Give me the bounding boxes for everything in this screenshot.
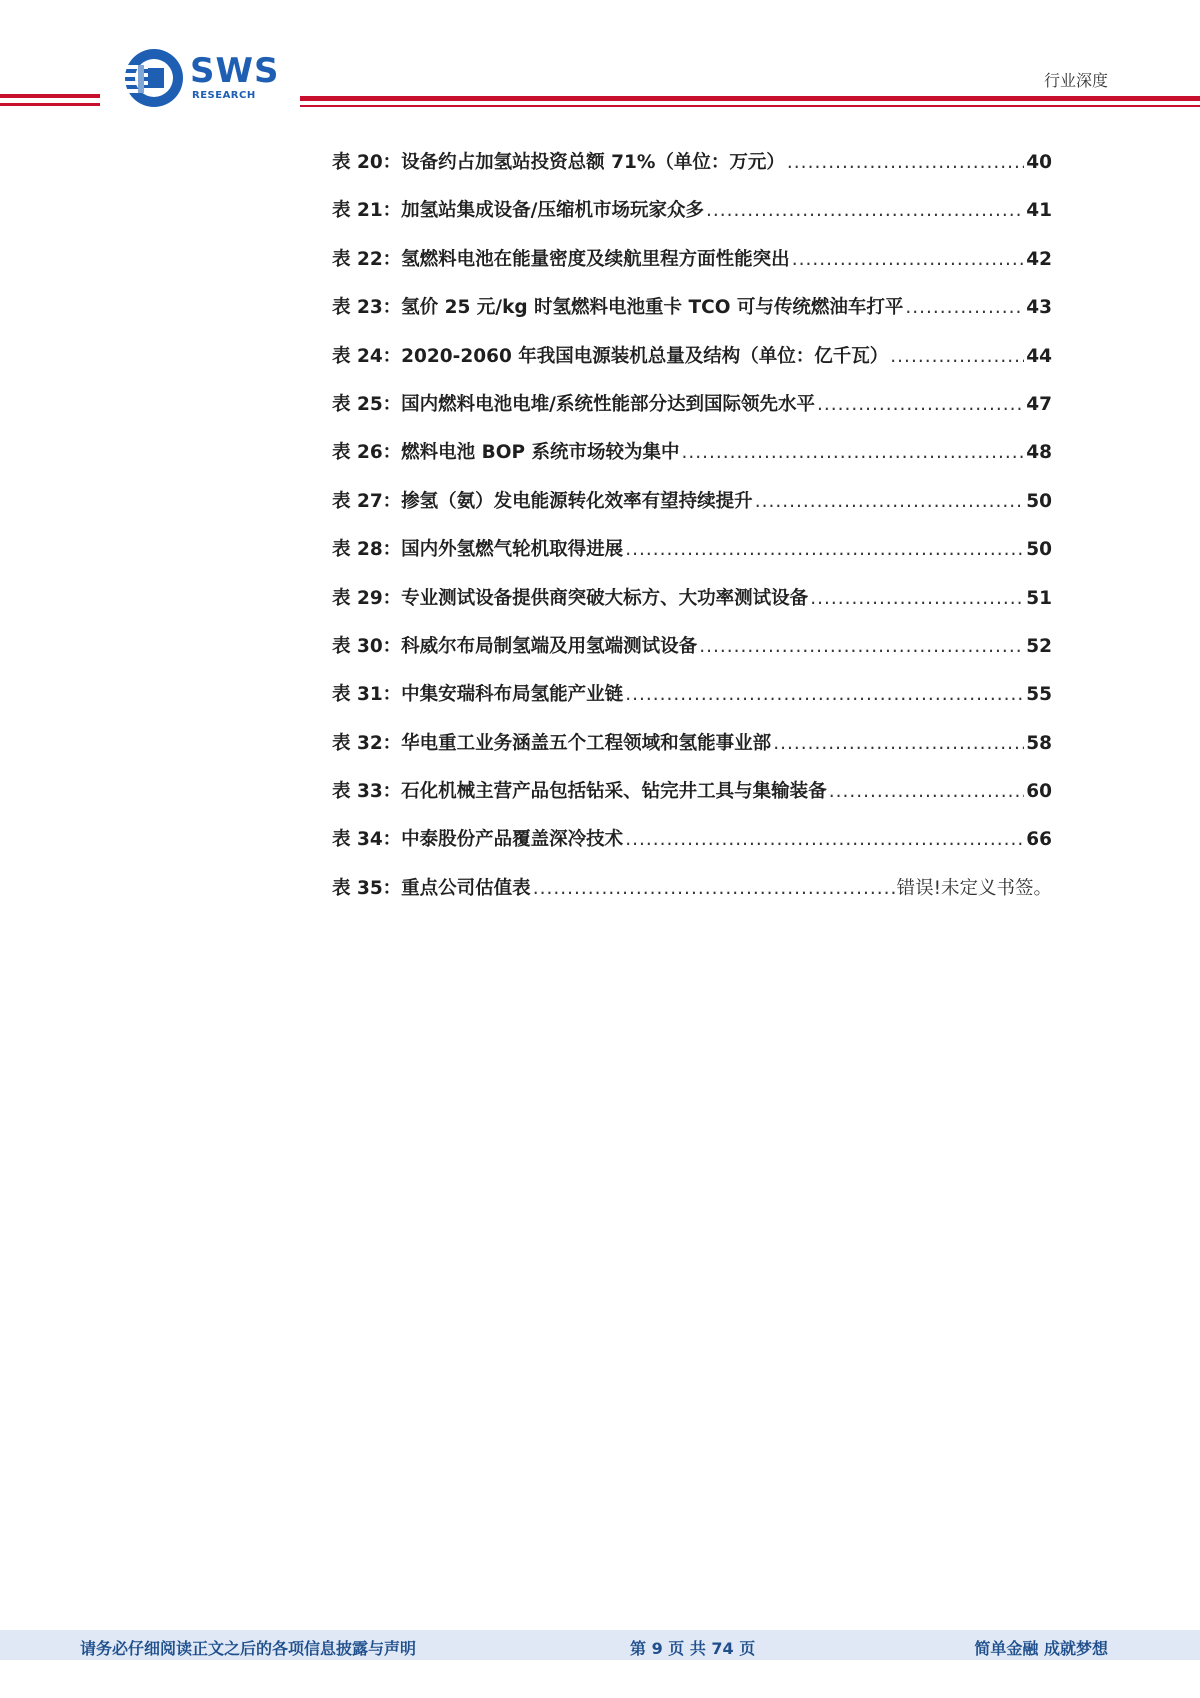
toc-entry-page: 66 (1026, 829, 1052, 851)
toc-entry-title: 表 21：加氢站集成设备/压缩机市场玩家众多 (332, 200, 704, 222)
toc-entry[interactable] (332, 584, 1052, 632)
toc-entry[interactable] (332, 729, 1052, 777)
sws-logo-icon (124, 48, 184, 108)
toc-entry[interactable] (332, 196, 1052, 244)
toc-leader (829, 781, 1025, 802)
toc-leader (706, 200, 1024, 221)
toc-leader (905, 297, 1024, 318)
toc-entry[interactable] (332, 632, 1052, 680)
toc-entry[interactable] (332, 438, 1052, 486)
toc-entry-title: 表 35：重点公司估值表 (332, 877, 531, 899)
toc-entry[interactable] (332, 148, 1052, 196)
toc-leader (755, 491, 1025, 512)
toc-entry-page: 40 (1026, 152, 1052, 173)
toc-entry-page: 43 (1026, 297, 1052, 319)
toc-entry[interactable] (332, 487, 1052, 535)
toc-leader (810, 588, 1024, 609)
toc-entry[interactable] (332, 390, 1052, 438)
toc-leader (773, 733, 1024, 754)
toc-entry[interactable] (332, 874, 1052, 922)
toc-entry-page: 55 (1026, 684, 1052, 706)
toc-entry-title: 表 28：国内外氢燃气轮机取得进展 (332, 539, 624, 561)
toc-entry[interactable] (332, 245, 1052, 293)
toc-leader (817, 394, 1024, 415)
toc-entry[interactable] (332, 293, 1052, 341)
toc-entry[interactable] (332, 777, 1052, 825)
toc-entry-page: 58 (1026, 732, 1052, 754)
footer-page-number: 第 9 页 共 74 页 (630, 1639, 756, 1658)
toc-leader (533, 878, 895, 899)
toc-entry-title: 表 24：2020-2060 年我国电源装机总量及结构（单位：亿千瓦） (332, 345, 889, 367)
toc-entry-page: 48 (1026, 442, 1052, 464)
toc-entry-page: 52 (1026, 635, 1052, 657)
toc-entry-title: 表 26：燃料电池 BOP 系统市场较为集中 (332, 442, 680, 464)
logo-subtext: RESEARCH (192, 90, 256, 101)
toc-leader (625, 539, 1024, 560)
toc-leader (625, 829, 1024, 850)
toc-entry[interactable] (332, 680, 1052, 728)
toc-entry-title: 表 31：中集安瑞科布局氢能产业链 (332, 684, 624, 706)
header-rule (300, 96, 1200, 101)
toc-entry[interactable] (332, 825, 1052, 873)
toc-entry-page: 41 (1026, 200, 1052, 222)
toc-entry-title: 表 34：中泰股份产品覆盖深冷技术 (332, 829, 624, 851)
header-rule (0, 103, 100, 106)
toc-leader (699, 636, 1024, 657)
toc-entry-title: 表 20：设备约占加氢站投资总额 71%（单位：万元） (332, 152, 785, 173)
toc-entry-title: 表 27：掺氢（氨）发电能源转化效率有望持续提升 (332, 490, 753, 512)
toc-entry-page: 51 (1026, 587, 1052, 609)
toc-leader (681, 442, 1024, 463)
toc-entry[interactable] (332, 535, 1052, 583)
header-rule (0, 94, 100, 98)
logo-text: SWS (190, 51, 280, 91)
header-rule (300, 105, 1200, 107)
toc-entry-page: 42 (1026, 248, 1052, 270)
toc-entry-title: 表 32：华电重工业务涵盖五个工程领域和氢能事业部 (332, 732, 772, 754)
page-header (0, 0, 1200, 120)
toc-leader (625, 684, 1024, 705)
table-of-contents (332, 148, 1052, 922)
toc-entry-page: 50 (1026, 539, 1052, 561)
toc-entry-page: 44 (1026, 345, 1052, 367)
toc-entry-page: 47 (1026, 393, 1052, 415)
footer-slogan: 简单金融 成就梦想 (974, 1639, 1108, 1658)
toc-leader (890, 346, 1024, 367)
toc-entry-title: 表 22：氢燃料电池在能量密度及续航里程方面性能突出 (332, 248, 790, 270)
toc-entry-title: 表 25：国内燃料电池电堆/系统性能部分达到国际领先水平 (332, 393, 815, 415)
toc-entry-page: 60 (1026, 781, 1052, 803)
toc-entry[interactable] (332, 342, 1052, 390)
page-footer (0, 1630, 1200, 1660)
footer-disclaimer: 请务必仔细阅读正文之后的各项信息披露与声明 (80, 1639, 417, 1658)
toc-entry-title: 表 30：科威尔布局制氢端及用氢端测试设备 (332, 635, 698, 657)
toc-entry-title: 表 33：石化机械主营产品包括钻采、钻完井工具与集输装备 (332, 781, 827, 803)
sws-logo (124, 48, 284, 108)
toc-entry-title: 表 29：专业测试设备提供商突破大标方、大功率测试设备 (332, 587, 809, 609)
report-category: 行业深度 (1043, 71, 1108, 90)
toc-leader (787, 152, 1024, 173)
toc-leader (792, 249, 1025, 270)
toc-entry-title: 表 23：氢价 25 元/kg 时氢燃料电池重卡 TCO 可与传统燃油车打平 (332, 297, 904, 319)
toc-entry-page: 50 (1026, 490, 1052, 512)
toc-entry-page-error: 错误!未定义书签。 (896, 877, 1052, 899)
